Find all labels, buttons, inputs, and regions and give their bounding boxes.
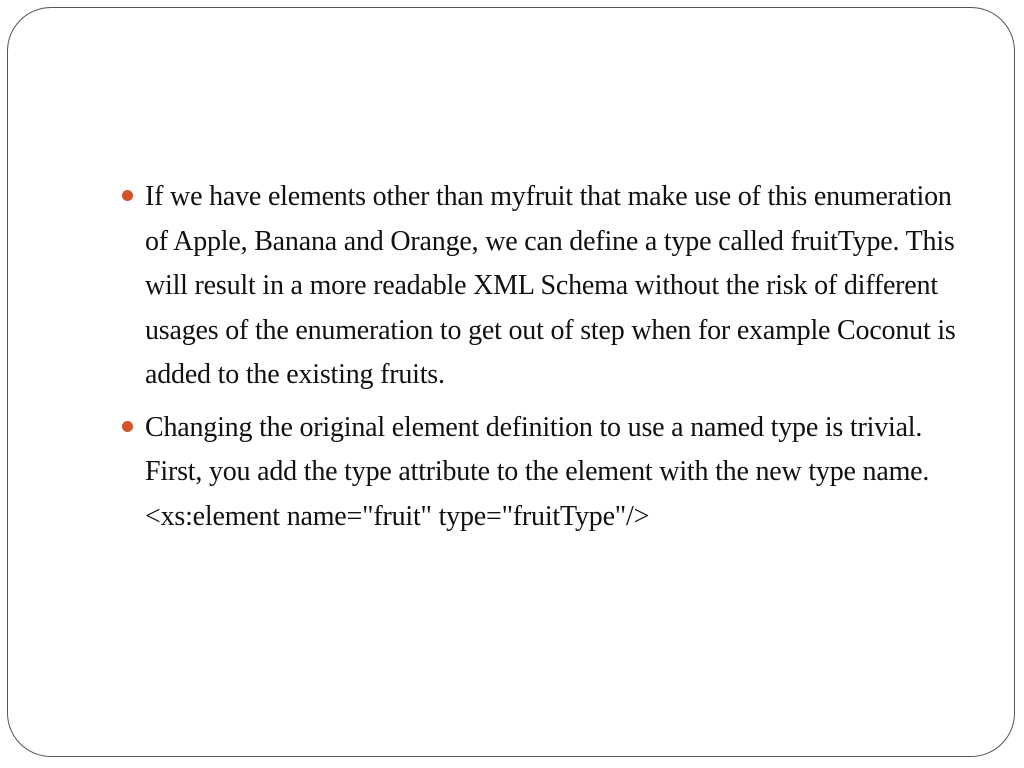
- bullet-text: Changing the original element definition to use a named type is trivial. First, you add the type attribute to the element with the new type name. <xs:element name="fruit" type="fruitType"/>: [145, 411, 930, 532]
- bullet-text: If we have elements other than myfruit that make use of this enumeration of Apple, Banana and Orange, we can define a type called fruitType. This will result in a more readable XML Schema without the risk of different usages of the enumeration to get out of step when for example Coconut is added to the existing fruits.: [145, 181, 956, 390]
- bullet-dot-icon: [122, 190, 133, 201]
- slide-frame: [7, 7, 1015, 757]
- slide-body: [119, 175, 979, 547]
- bullet-item: [119, 175, 979, 398]
- bullet-item: [119, 406, 979, 540]
- bullet-dot-icon: [122, 421, 133, 432]
